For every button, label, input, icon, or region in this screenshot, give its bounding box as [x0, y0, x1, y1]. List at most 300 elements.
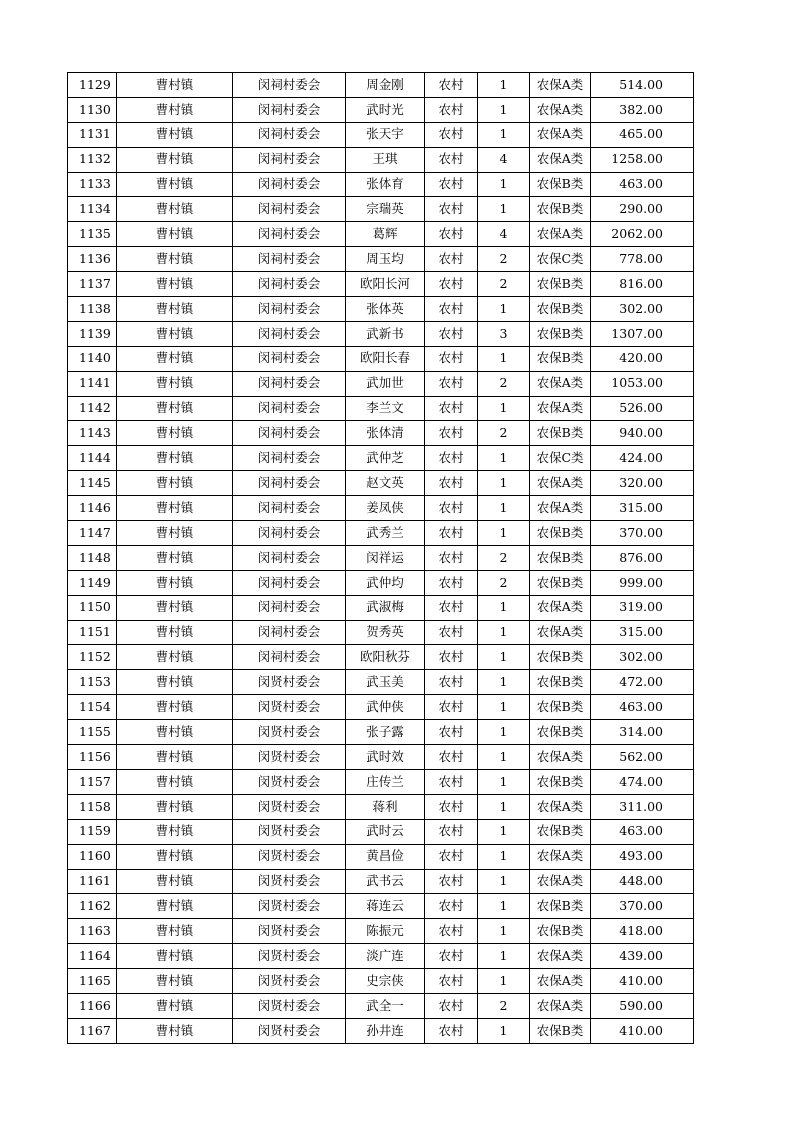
household-count-cell: 2 — [478, 993, 530, 1018]
insurance-category-cell: 农保A类 — [530, 993, 591, 1018]
amount-cell: 2062.00 — [591, 222, 694, 247]
row-number: 1154 — [68, 695, 117, 720]
name-cell: 陈振元 — [346, 919, 425, 944]
household-count-cell: 1 — [478, 471, 530, 496]
area-type-cell: 农村 — [425, 421, 478, 446]
row-number: 1135 — [68, 222, 117, 247]
village-committee-cell: 闵祠村委会 — [233, 620, 346, 645]
household-count-cell: 2 — [478, 272, 530, 297]
insurance-category-cell: 农保A类 — [530, 371, 591, 396]
area-type-cell: 农村 — [425, 570, 478, 595]
area-type-cell: 农村 — [425, 97, 478, 122]
insurance-category-cell: 农保A类 — [530, 944, 591, 969]
insurance-category-cell: 农保A类 — [530, 595, 591, 620]
row-number: 1159 — [68, 819, 117, 844]
village-committee-cell: 闵祠村委会 — [233, 595, 346, 620]
table-row — [68, 869, 694, 894]
name-cell: 周金刚 — [346, 73, 425, 98]
village-committee-cell: 闵祠村委会 — [233, 645, 346, 670]
village-committee-cell: 闵祠村委会 — [233, 172, 346, 197]
area-type-cell: 农村 — [425, 496, 478, 521]
name-cell: 史宗侠 — [346, 969, 425, 994]
row-number: 1149 — [68, 570, 117, 595]
name-cell: 庄传兰 — [346, 769, 425, 794]
area-type-cell: 农村 — [425, 894, 478, 919]
name-cell: 贺秀英 — [346, 620, 425, 645]
table-row — [68, 919, 694, 944]
row-number: 1157 — [68, 769, 117, 794]
name-cell: 孙井连 — [346, 1018, 425, 1043]
amount-cell: 420.00 — [591, 346, 694, 371]
town-cell: 曹村镇 — [117, 570, 233, 595]
table-row — [68, 172, 694, 197]
table-row — [68, 745, 694, 770]
village-committee-cell: 闵祠村委会 — [233, 471, 346, 496]
village-committee-cell: 闵祠村委会 — [233, 97, 346, 122]
area-type-cell: 农村 — [425, 297, 478, 322]
household-count-cell: 1 — [478, 73, 530, 98]
village-committee-cell: 闵贤村委会 — [233, 769, 346, 794]
area-type-cell: 农村 — [425, 1018, 478, 1043]
table-row — [68, 197, 694, 222]
town-cell: 曹村镇 — [117, 645, 233, 670]
amount-cell: 474.00 — [591, 769, 694, 794]
household-count-cell: 2 — [478, 247, 530, 272]
insurance-category-cell: 农保B类 — [530, 172, 591, 197]
household-count-cell: 1 — [478, 844, 530, 869]
amount-cell: 320.00 — [591, 471, 694, 496]
table-row — [68, 371, 694, 396]
insurance-category-cell: 农保B类 — [530, 645, 591, 670]
amount-cell: 562.00 — [591, 745, 694, 770]
row-number: 1143 — [68, 421, 117, 446]
name-cell: 武淑梅 — [346, 595, 425, 620]
village-committee-cell: 闵祠村委会 — [233, 570, 346, 595]
household-count-cell: 1 — [478, 197, 530, 222]
area-type-cell: 农村 — [425, 620, 478, 645]
amount-cell: 1258.00 — [591, 147, 694, 172]
amount-cell: 590.00 — [591, 993, 694, 1018]
insurance-category-cell: 农保B类 — [530, 421, 591, 446]
amount-cell: 418.00 — [591, 919, 694, 944]
insurance-category-cell: 农保A类 — [530, 794, 591, 819]
name-cell: 武时效 — [346, 745, 425, 770]
amount-cell: 302.00 — [591, 297, 694, 322]
amount-cell: 999.00 — [591, 570, 694, 595]
town-cell: 曹村镇 — [117, 297, 233, 322]
town-cell: 曹村镇 — [117, 222, 233, 247]
table-row — [68, 844, 694, 869]
village-committee-cell: 闵贤村委会 — [233, 969, 346, 994]
insurance-category-cell: 农保A类 — [530, 496, 591, 521]
amount-cell: 382.00 — [591, 97, 694, 122]
insurance-category-cell: 农保C类 — [530, 247, 591, 272]
row-number: 1137 — [68, 272, 117, 297]
name-cell: 张体育 — [346, 172, 425, 197]
household-count-cell: 1 — [478, 346, 530, 371]
town-cell: 曹村镇 — [117, 346, 233, 371]
name-cell: 武时云 — [346, 819, 425, 844]
amount-cell: 940.00 — [591, 421, 694, 446]
insurance-category-cell: 农保A类 — [530, 620, 591, 645]
name-cell: 周玉均 — [346, 247, 425, 272]
name-cell: 张体清 — [346, 421, 425, 446]
table-row — [68, 894, 694, 919]
name-cell: 武仲芝 — [346, 446, 425, 471]
town-cell: 曹村镇 — [117, 745, 233, 770]
table-row — [68, 944, 694, 969]
village-committee-cell: 闵祠村委会 — [233, 521, 346, 546]
town-cell: 曹村镇 — [117, 247, 233, 272]
insurance-category-cell: 农保B类 — [530, 521, 591, 546]
table-row — [68, 794, 694, 819]
area-type-cell: 农村 — [425, 371, 478, 396]
insurance-category-cell: 农保A类 — [530, 147, 591, 172]
name-cell: 淡广连 — [346, 944, 425, 969]
village-committee-cell: 闵祠村委会 — [233, 421, 346, 446]
name-cell: 武新书 — [346, 321, 425, 346]
row-number: 1158 — [68, 794, 117, 819]
row-number: 1161 — [68, 869, 117, 894]
area-type-cell: 农村 — [425, 919, 478, 944]
insurance-category-cell: 农保A类 — [530, 471, 591, 496]
name-cell: 武加世 — [346, 371, 425, 396]
row-number: 1167 — [68, 1018, 117, 1043]
town-cell: 曹村镇 — [117, 396, 233, 421]
household-count-cell: 1 — [478, 396, 530, 421]
insurance-category-cell: 农保B类 — [530, 919, 591, 944]
area-type-cell: 农村 — [425, 272, 478, 297]
row-number: 1140 — [68, 346, 117, 371]
table-row — [68, 969, 694, 994]
row-number: 1144 — [68, 446, 117, 471]
name-cell: 王琪 — [346, 147, 425, 172]
village-committee-cell: 闵祠村委会 — [233, 545, 346, 570]
insurance-category-cell: 农保B类 — [530, 819, 591, 844]
town-cell: 曹村镇 — [117, 122, 233, 147]
amount-cell: 315.00 — [591, 496, 694, 521]
village-committee-cell: 闵贤村委会 — [233, 869, 346, 894]
area-type-cell: 农村 — [425, 122, 478, 147]
household-count-cell: 2 — [478, 421, 530, 446]
area-type-cell: 农村 — [425, 321, 478, 346]
household-count-cell: 1 — [478, 1018, 530, 1043]
name-cell: 宗瑞英 — [346, 197, 425, 222]
insurance-category-cell: 农保B类 — [530, 570, 591, 595]
amount-cell: 290.00 — [591, 197, 694, 222]
village-committee-cell: 闵贤村委会 — [233, 1018, 346, 1043]
table-row — [68, 993, 694, 1018]
insurance-category-cell: 农保B类 — [530, 769, 591, 794]
town-cell: 曹村镇 — [117, 595, 233, 620]
village-committee-cell: 闵贤村委会 — [233, 993, 346, 1018]
name-cell: 李兰文 — [346, 396, 425, 421]
area-type-cell: 农村 — [425, 769, 478, 794]
table-row — [68, 620, 694, 645]
village-committee-cell: 闵祠村委会 — [233, 321, 346, 346]
name-cell: 武全一 — [346, 993, 425, 1018]
household-count-cell: 1 — [478, 745, 530, 770]
area-type-cell: 农村 — [425, 695, 478, 720]
amount-cell: 876.00 — [591, 545, 694, 570]
area-type-cell: 农村 — [425, 172, 478, 197]
village-committee-cell: 闵贤村委会 — [233, 670, 346, 695]
amount-cell: 370.00 — [591, 521, 694, 546]
row-number: 1160 — [68, 844, 117, 869]
area-type-cell: 农村 — [425, 819, 478, 844]
household-count-cell: 1 — [478, 869, 530, 894]
name-cell: 欧阳秋芬 — [346, 645, 425, 670]
village-committee-cell: 闵贤村委会 — [233, 944, 346, 969]
village-committee-cell: 闵贤村委会 — [233, 919, 346, 944]
name-cell: 武时光 — [346, 97, 425, 122]
table-row — [68, 695, 694, 720]
town-cell: 曹村镇 — [117, 794, 233, 819]
town-cell: 曹村镇 — [117, 869, 233, 894]
area-type-cell: 农村 — [425, 595, 478, 620]
town-cell: 曹村镇 — [117, 894, 233, 919]
name-cell: 欧阳长河 — [346, 272, 425, 297]
table-row — [68, 247, 694, 272]
town-cell: 曹村镇 — [117, 919, 233, 944]
household-count-cell: 1 — [478, 670, 530, 695]
village-committee-cell: 闵贤村委会 — [233, 745, 346, 770]
insurance-category-cell: 农保C类 — [530, 446, 591, 471]
village-committee-cell: 闵祠村委会 — [233, 272, 346, 297]
village-committee-cell: 闵祠村委会 — [233, 496, 346, 521]
name-cell: 武仲均 — [346, 570, 425, 595]
household-count-cell: 1 — [478, 297, 530, 322]
area-type-cell: 农村 — [425, 396, 478, 421]
insurance-category-cell: 农保B类 — [530, 297, 591, 322]
area-type-cell: 农村 — [425, 993, 478, 1018]
records-table — [67, 72, 694, 1044]
amount-cell: 1307.00 — [591, 321, 694, 346]
household-count-cell: 1 — [478, 595, 530, 620]
town-cell: 曹村镇 — [117, 521, 233, 546]
amount-cell: 472.00 — [591, 670, 694, 695]
insurance-category-cell: 农保B类 — [530, 1018, 591, 1043]
insurance-category-cell: 农保B类 — [530, 720, 591, 745]
town-cell: 曹村镇 — [117, 1018, 233, 1043]
name-cell: 张天宇 — [346, 122, 425, 147]
area-type-cell: 农村 — [425, 247, 478, 272]
town-cell: 曹村镇 — [117, 819, 233, 844]
amount-cell: 465.00 — [591, 122, 694, 147]
row-number: 1133 — [68, 172, 117, 197]
insurance-category-cell: 农保B类 — [530, 272, 591, 297]
town-cell: 曹村镇 — [117, 993, 233, 1018]
table-row — [68, 147, 694, 172]
row-number: 1145 — [68, 471, 117, 496]
amount-cell: 439.00 — [591, 944, 694, 969]
amount-cell: 448.00 — [591, 869, 694, 894]
area-type-cell: 农村 — [425, 471, 478, 496]
village-committee-cell: 闵祠村委会 — [233, 396, 346, 421]
row-number: 1163 — [68, 919, 117, 944]
amount-cell: 370.00 — [591, 894, 694, 919]
village-committee-cell: 闵祠村委会 — [233, 297, 346, 322]
table-row — [68, 769, 694, 794]
area-type-cell: 农村 — [425, 521, 478, 546]
name-cell: 葛辉 — [346, 222, 425, 247]
insurance-category-cell: 农保B类 — [530, 346, 591, 371]
area-type-cell: 农村 — [425, 745, 478, 770]
village-committee-cell: 闵祠村委会 — [233, 73, 346, 98]
amount-cell: 778.00 — [591, 247, 694, 272]
row-number: 1164 — [68, 944, 117, 969]
insurance-category-cell: 农保A类 — [530, 844, 591, 869]
town-cell: 曹村镇 — [117, 769, 233, 794]
town-cell: 曹村镇 — [117, 695, 233, 720]
amount-cell: 493.00 — [591, 844, 694, 869]
village-committee-cell: 闵贤村委会 — [233, 819, 346, 844]
household-count-cell: 1 — [478, 521, 530, 546]
table-row — [68, 222, 694, 247]
town-cell: 曹村镇 — [117, 944, 233, 969]
row-number: 1139 — [68, 321, 117, 346]
town-cell: 曹村镇 — [117, 969, 233, 994]
amount-cell: 311.00 — [591, 794, 694, 819]
table-row — [68, 122, 694, 147]
area-type-cell: 农村 — [425, 147, 478, 172]
village-committee-cell: 闵贤村委会 — [233, 720, 346, 745]
household-count-cell: 1 — [478, 172, 530, 197]
row-number: 1166 — [68, 993, 117, 1018]
row-number: 1162 — [68, 894, 117, 919]
table-row — [68, 73, 694, 98]
amount-cell: 410.00 — [591, 1018, 694, 1043]
amount-cell: 463.00 — [591, 695, 694, 720]
amount-cell: 1053.00 — [591, 371, 694, 396]
insurance-category-cell: 农保B类 — [530, 894, 591, 919]
household-count-cell: 1 — [478, 496, 530, 521]
name-cell: 张体英 — [346, 297, 425, 322]
village-committee-cell: 闵祠村委会 — [233, 247, 346, 272]
name-cell: 姜凤侠 — [346, 496, 425, 521]
row-number: 1148 — [68, 545, 117, 570]
town-cell: 曹村镇 — [117, 720, 233, 745]
household-count-cell: 1 — [478, 122, 530, 147]
table-row — [68, 297, 694, 322]
row-number: 1136 — [68, 247, 117, 272]
row-number: 1129 — [68, 73, 117, 98]
household-count-cell: 1 — [478, 969, 530, 994]
household-count-cell: 3 — [478, 321, 530, 346]
area-type-cell: 农村 — [425, 73, 478, 98]
row-number: 1150 — [68, 595, 117, 620]
insurance-category-cell: 农保A类 — [530, 396, 591, 421]
row-number: 1141 — [68, 371, 117, 396]
area-type-cell: 农村 — [425, 844, 478, 869]
town-cell: 曹村镇 — [117, 545, 233, 570]
table-row — [68, 1018, 694, 1043]
name-cell: 欧阳长春 — [346, 346, 425, 371]
town-cell: 曹村镇 — [117, 97, 233, 122]
household-count-cell: 1 — [478, 919, 530, 944]
insurance-category-cell: 农保A类 — [530, 222, 591, 247]
area-type-cell: 农村 — [425, 545, 478, 570]
town-cell: 曹村镇 — [117, 272, 233, 297]
insurance-category-cell: 农保B类 — [530, 545, 591, 570]
table-row — [68, 272, 694, 297]
town-cell: 曹村镇 — [117, 670, 233, 695]
household-count-cell: 1 — [478, 97, 530, 122]
amount-cell: 302.00 — [591, 645, 694, 670]
area-type-cell: 农村 — [425, 222, 478, 247]
household-count-cell: 1 — [478, 645, 530, 670]
amount-cell: 514.00 — [591, 73, 694, 98]
records-body — [68, 73, 694, 1044]
table-row — [68, 97, 694, 122]
household-count-cell: 2 — [478, 545, 530, 570]
row-number: 1142 — [68, 396, 117, 421]
village-committee-cell: 闵祠村委会 — [233, 197, 346, 222]
insurance-category-cell: 农保B类 — [530, 670, 591, 695]
row-number: 1138 — [68, 297, 117, 322]
town-cell: 曹村镇 — [117, 421, 233, 446]
town-cell: 曹村镇 — [117, 73, 233, 98]
table-row — [68, 496, 694, 521]
amount-cell: 463.00 — [591, 819, 694, 844]
town-cell: 曹村镇 — [117, 471, 233, 496]
town-cell: 曹村镇 — [117, 197, 233, 222]
row-number: 1153 — [68, 670, 117, 695]
table-row — [68, 720, 694, 745]
amount-cell: 526.00 — [591, 396, 694, 421]
insurance-category-cell: 农保A类 — [530, 122, 591, 147]
insurance-category-cell: 农保A类 — [530, 969, 591, 994]
area-type-cell: 农村 — [425, 944, 478, 969]
town-cell: 曹村镇 — [117, 620, 233, 645]
household-count-cell: 1 — [478, 446, 530, 471]
row-number: 1165 — [68, 969, 117, 994]
name-cell: 赵文英 — [346, 471, 425, 496]
household-count-cell: 1 — [478, 769, 530, 794]
village-committee-cell: 闵贤村委会 — [233, 894, 346, 919]
area-type-cell: 农村 — [425, 670, 478, 695]
row-number: 1132 — [68, 147, 117, 172]
row-number: 1147 — [68, 521, 117, 546]
insurance-category-cell: 农保B类 — [530, 197, 591, 222]
row-number: 1134 — [68, 197, 117, 222]
village-committee-cell: 闵贤村委会 — [233, 844, 346, 869]
area-type-cell: 农村 — [425, 446, 478, 471]
table-row — [68, 819, 694, 844]
name-cell: 蒋连云 — [346, 894, 425, 919]
area-type-cell: 农村 — [425, 346, 478, 371]
row-number: 1155 — [68, 720, 117, 745]
town-cell: 曹村镇 — [117, 844, 233, 869]
town-cell: 曹村镇 — [117, 321, 233, 346]
table-row — [68, 570, 694, 595]
amount-cell: 816.00 — [591, 272, 694, 297]
name-cell: 闵祥运 — [346, 545, 425, 570]
amount-cell: 319.00 — [591, 595, 694, 620]
table-row — [68, 471, 694, 496]
table-row — [68, 421, 694, 446]
table-row — [68, 446, 694, 471]
name-cell: 武秀兰 — [346, 521, 425, 546]
table-row — [68, 670, 694, 695]
household-count-cell: 1 — [478, 695, 530, 720]
name-cell: 张子露 — [346, 720, 425, 745]
table-row — [68, 321, 694, 346]
area-type-cell: 农村 — [425, 645, 478, 670]
household-count-cell: 1 — [478, 944, 530, 969]
amount-cell: 314.00 — [591, 720, 694, 745]
village-committee-cell: 闵祠村委会 — [233, 222, 346, 247]
